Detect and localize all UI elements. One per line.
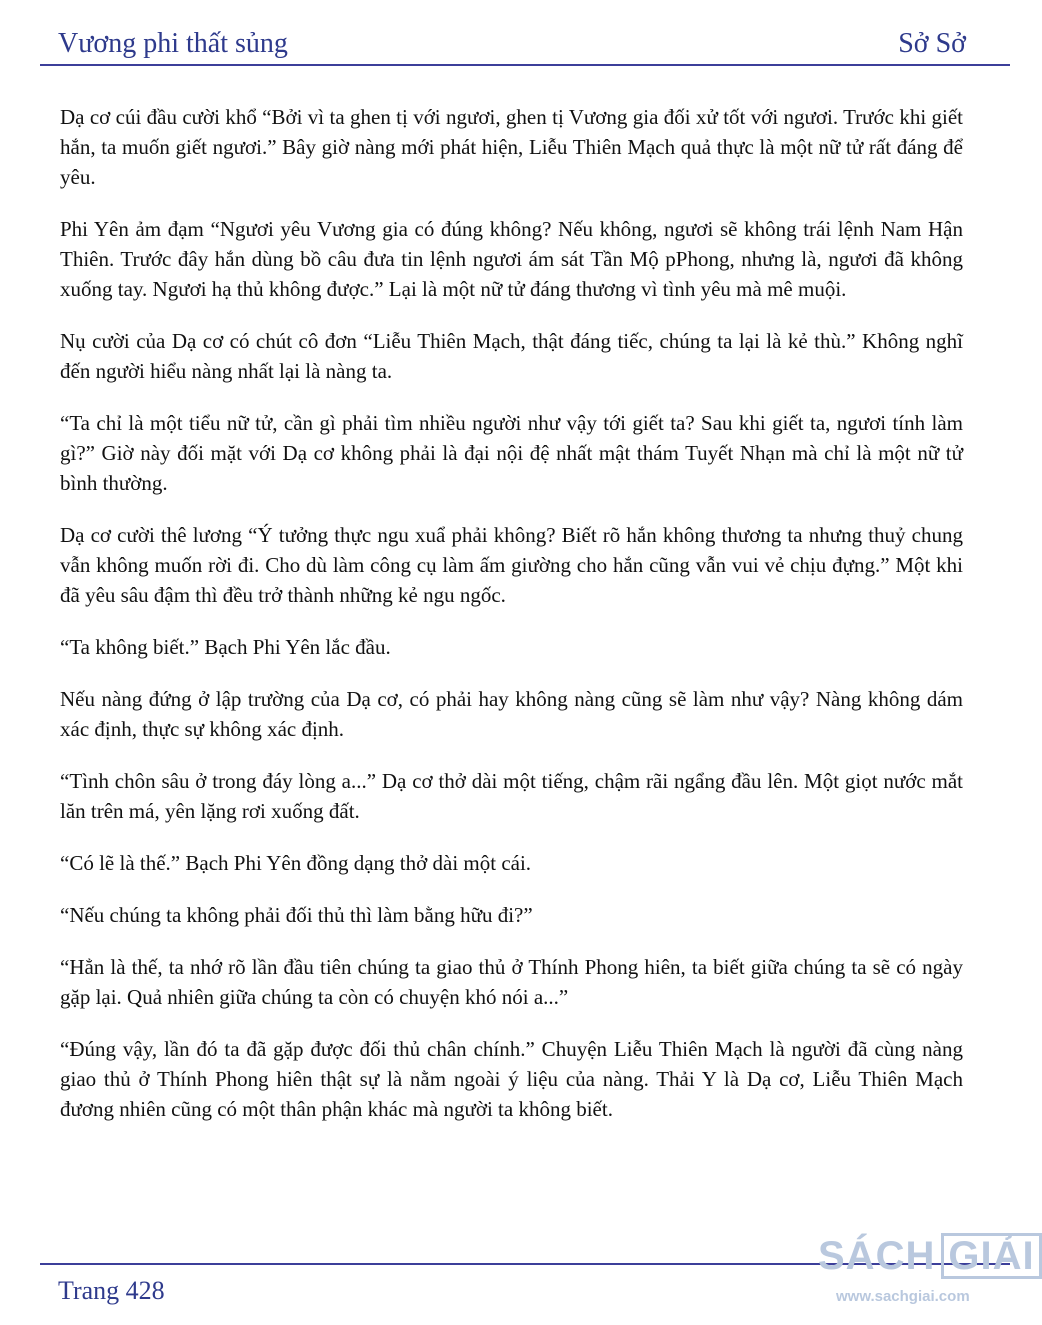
paragraph: Nụ cười của Dạ cơ có chút cô đơn “Liễu Thiên Mạch, thật đáng tiếc, chúng ta lại là kẻ thù.” Không nghĩ đến người hiểu nàng nhất lại là nàng ta.: [60, 329, 963, 383]
watermark-logo-boxed: GIẢI: [941, 1233, 1041, 1279]
paragraph: “Ta không biết.” Bạch Phi Yên lắc đầu.: [60, 635, 391, 659]
paragraph: “Hẳn là thế, ta nhớ rõ lần đầu tiên chúng ta giao thủ ở Thính Phong hiên, ta biết giữa chúng ta sẽ có ngày gặp lại. Quả nhiên giữa chúng ta còn có chuyện khó nói a...”: [60, 955, 963, 1009]
header-divider: [40, 64, 1010, 66]
paragraph: Phi Yên ảm đạm “Ngươi yêu Vương gia có đúng không? Nếu không, ngươi sẽ không trái lệnh Nam Hận Thiên. Trước đây hắn dùng bồ câu đưa tin lệnh ngươi ám sát Tần Mộ pPhong, nhưng là, ngươi đã không xuống tay. Ngươi hạ thủ không được.” Lại là một nữ tử đáng thương vì tình yêu mà mê muội.: [60, 217, 963, 301]
watermark-url: www.sachgiai.com: [836, 1288, 970, 1305]
page-body: [60, 102, 963, 1146]
author-name: Sở Sở: [898, 28, 966, 59]
site-watermark: [818, 1232, 1035, 1322]
paragraph: Nếu nàng đứng ở lập trường của Dạ cơ, có phải hay không nàng cũng sẽ làm như vậy? Nàng không dám xác định, thực sự không xác định.: [60, 687, 963, 741]
paragraph: Dạ cơ cúi đầu cười khổ “Bởi vì ta ghen tị với ngươi, ghen tị Vương gia đối xử tốt với ngươi. Trước khi giết hắn, ta muốn giết ngươi.” Bây giờ nàng mới phát hiện, Liễu Thiên Mạch quả thực là một nữ tử rất đáng để yêu.: [60, 105, 963, 189]
paragraph: “Tình chôn sâu ở trong đáy lòng a...” Dạ cơ thở dài một tiếng, chậm rãi ngẩng đầu lên. Một giọt nước mắt lăn trên má, yên lặng rơi xuống đất.: [60, 769, 963, 823]
book-title: Vương phi thất sủng: [58, 28, 288, 59]
paragraph: “Nếu chúng ta không phải đối thủ thì làm bằng hữu đi?”: [60, 903, 533, 927]
watermark-logo-left: SÁCH: [818, 1234, 936, 1278]
paragraph: “Ta chỉ là một tiểu nữ tử, cần gì phải tìm nhiều người như vậy tới giết ta? Sau khi giết ta, ngươi tính làm gì?” Giờ này đối mặt với Dạ cơ không phải là đại nội đệ nhất mật thám Tuyết Nhạn mà chỉ là một nữ tử bình thường.: [60, 411, 963, 495]
paragraph: “Đúng vậy, lần đó ta đã gặp được đối thủ chân chính.” Chuyện Liễu Thiên Mạch là người đã cùng nàng giao thủ ở Thính Phong hiên thật sự là nằm ngoài ý liệu của nàng. Thải Y là Dạ cơ, Liễu Thiên Mạch đương nhiên cũng có một thân phận khác mà người ta không biết.: [60, 1037, 963, 1121]
paragraph: “Có lẽ là thế.” Bạch Phi Yên đồng dạng thở dài một cái.: [60, 851, 532, 875]
paragraph: Dạ cơ cười thê lương “Ý tưởng thực ngu xuẩ phải không? Biết rõ hắn không thương ta nhưng thuỷ chung vẫn không muốn rời đi. Cho dù làm công cụ làm ấm giường cho hắn cũng vẫn vui vẻ chịu đựng.” Một khi đã yêu sâu đậm thì đều trở thành những kẻ ngu ngốc.: [60, 523, 963, 607]
page-header: [58, 22, 966, 62]
footer-divider: [40, 1263, 1010, 1265]
page-number: Trang 428: [58, 1276, 165, 1305]
watermark-logo: [818, 1232, 1035, 1280]
